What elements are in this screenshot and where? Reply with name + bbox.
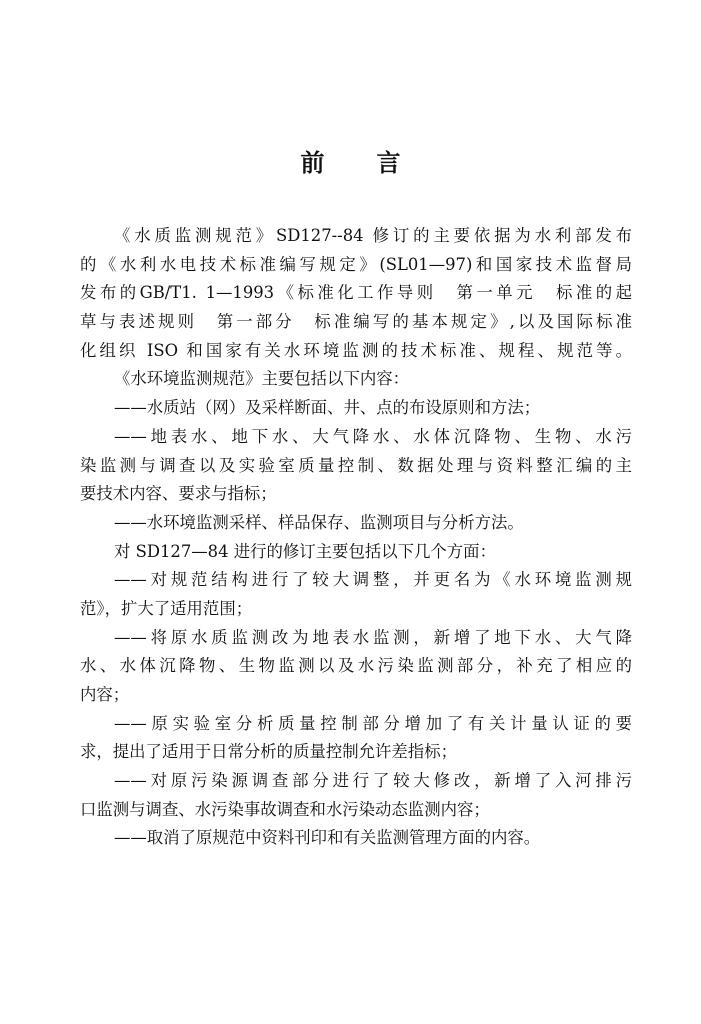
- text-line: 草与表述规则 第一部分 标准编写的基本规定》,以及国际标准: [80, 312, 632, 332]
- preface-body: [80, 222, 632, 853]
- title-char-2: 言: [376, 149, 401, 177]
- text-line: ——对原污染源调查部分进行了较大修改，新增了入河排污: [114, 771, 632, 791]
- text-line: ——地表水、地下水、大气降水、水体沉降物、生物、水污: [114, 426, 632, 446]
- text-line: 对 SD127—84 进行的修订主要包括以下几个方面：: [114, 541, 496, 561]
- text-line: 化组织 ISO 和国家有关水环境监测的技术标准、规程、规范等。: [80, 340, 632, 360]
- text-line: 染监测与调查以及实验室质量控制、数据处理与资料整汇编的主: [80, 455, 632, 475]
- text-line: ——对规范结构进行了较大调整，并更名为《水环境监测规: [114, 570, 632, 590]
- text-line: 口监测与调查、水污染事故调查和水污染动态监测内容；: [80, 799, 490, 819]
- text-line: ——取消了原规范中资料刊印和有关监测管理方面的内容。: [114, 828, 541, 848]
- text-line: ——将原水质监测改为地表水监测，新增了地下水、大气降: [114, 627, 632, 647]
- text-line: 求，提出了适用于日常分析的质量控制允许差指标；: [80, 742, 457, 762]
- text-line: 要技术内容、要求与指标；: [80, 484, 277, 504]
- text-line: 《水环境监测规范》主要包括以下内容：: [114, 369, 410, 389]
- text-line: 的《水利水电技术标准编写规定》(SL01—97)和国家技术监督局: [80, 254, 632, 274]
- text-line: ——水质站（网）及采样断面、井、点的布设原则和方法；: [114, 398, 541, 418]
- text-line: 《水质监测规范》SD127--84 修订的主要依据为水利部发布: [114, 226, 632, 245]
- text-line: ——原实验室分析质量控制部分增加了有关计量认证的要: [114, 713, 632, 733]
- text-line: 水、水体沉降物、生物监测以及水污染监测部分，补充了相应的: [80, 656, 632, 676]
- title-char-1: 前: [300, 149, 325, 177]
- text-line: 内容；: [80, 685, 130, 704]
- page-title: [0, 146, 701, 180]
- text-line: 范》，扩大了适用范围；: [80, 598, 253, 618]
- text-line: ——水环境监测采样、样品保存、监测项目与分析方法。: [114, 512, 524, 532]
- text-line: 发布的GB/T1. 1—1993《标准化工作导则 第一单元 标准的起: [80, 283, 632, 303]
